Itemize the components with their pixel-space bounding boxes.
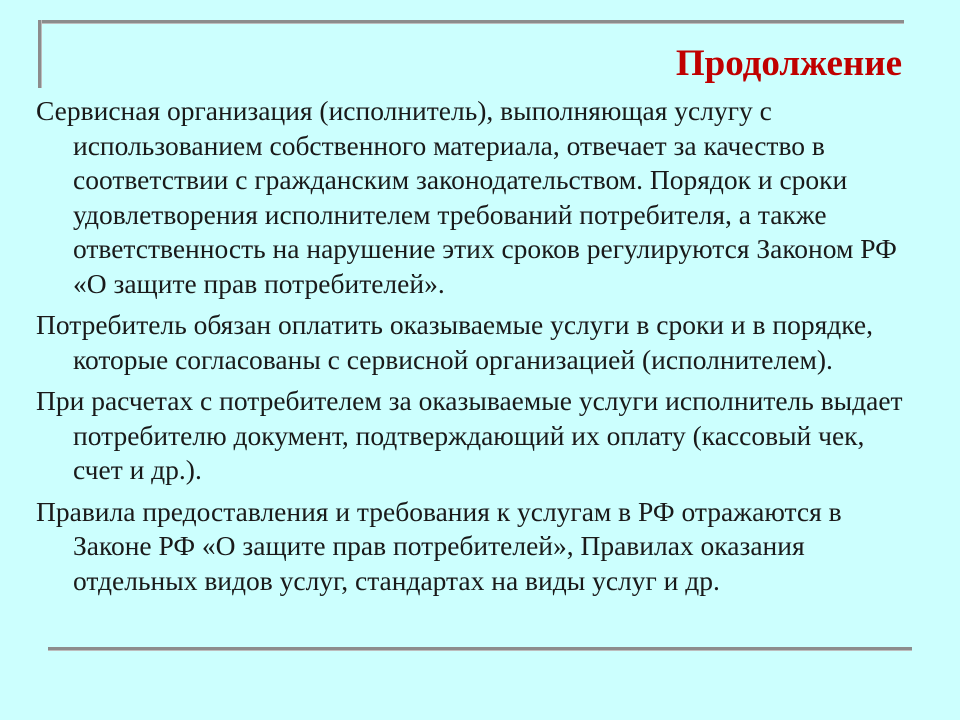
frame-bottom-line xyxy=(48,647,912,651)
paragraph-service-organization: Сервисная организация (исполнитель), выполняющая услугу с использованием собственного материала, отвечает за качество в соответствии с гражданским законодательством. Порядок и сроки удовлетворения исполнителем требований потребителя, а также ответственность на нарушение этих сроков регулируются Законом РФ «О защите прав потребителей». xyxy=(36,95,897,299)
frame-top-line xyxy=(40,20,904,24)
frame-left-line xyxy=(38,20,42,88)
slide-title: Продолжение xyxy=(675,43,902,84)
slide-body xyxy=(36,94,920,605)
paragraph-consumer-payment: Потребитель обязан оплатить оказываемые услуги в сроки и в порядке, которые согласованы с сервисной организацией (исполнителем). xyxy=(36,309,873,375)
paragraph-payment-document: При расчетах с потребителем за оказываемые услуги исполнитель выдает потребителю документ, подтверждающий их оплату (кассовый чек, счет и др.). xyxy=(36,385,903,485)
paragraph-service-rules: Правила предоставления и требования к услугам в РФ отражаются в Законе РФ «О защите прав потребителей», Правилах оказания отдельных видов услуг, стандартах на виды услуг и др. xyxy=(36,495,842,596)
